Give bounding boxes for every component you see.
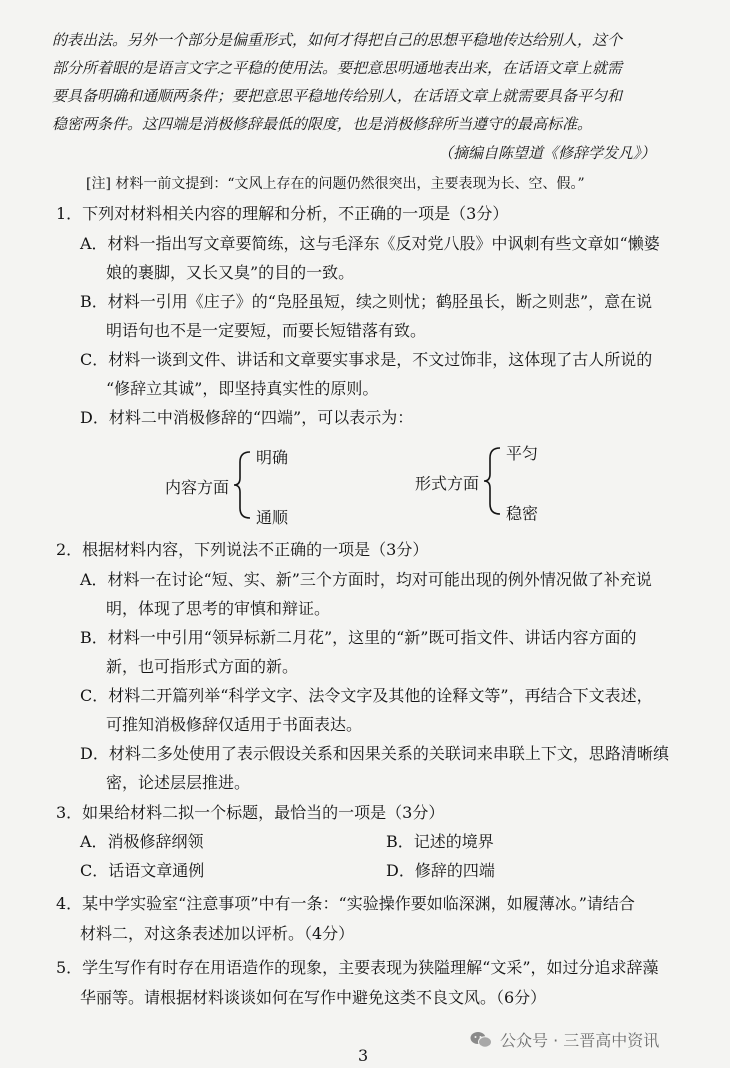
q1-option-b: B．材料一引用《庄子》的“凫胫虽短，续之则忧；鹤胫虽长，断之则悲”，意在说 xyxy=(80,292,653,311)
q5-line-1: 5．学生写作有时存在用语造作的现象，主要表现为狭隘理解“文采”，如过分追求辞藻 xyxy=(56,958,659,977)
q1-option-a-cont: 娘的裹脚，又长又臭”的目的一致。 xyxy=(106,263,355,282)
passage-line-2: 部分所着眼的是语言文字之平稳的使用法。要把意思明通地表出来，在话语文章上就需 xyxy=(52,59,623,77)
diagram-right-bottom: 稳密 xyxy=(506,504,539,523)
watermark-text: 公众号 · 三晋高中资讯 xyxy=(500,1031,660,1050)
q4-line-2: 材料二，对这条表述加以评析。（4分） xyxy=(80,924,355,943)
q3-option-b: B．记述的境界 xyxy=(386,832,494,851)
q3-option-d: D．修辞的四端 xyxy=(386,861,495,880)
diagram-left-label: 内容方面 xyxy=(165,478,230,497)
q1-option-b-cont: 明语句也不是一定要短，而要长短错落有致。 xyxy=(106,321,427,340)
q2-option-d-cont: 密，论述层层推进。 xyxy=(106,773,251,792)
right-brace xyxy=(482,446,504,516)
q2-option-c: C．材料二开篇列举“科学文字、法令文字及其他的诠释文等”，再结合下文表述， xyxy=(80,686,653,705)
q3-stem: 3．如果给材料二拟一个标题，最恰当的一项是（3分） xyxy=(56,803,445,822)
q1-option-d: D．材料二中消极修辞的“四端”，可以表示为： xyxy=(80,408,414,427)
q2-option-b-cont: 新，也可指形式方面的新。 xyxy=(106,657,299,676)
q2-option-a: A．材料一在讨论“短、实、新”三个方面时，均对可能出现的例外情况做了补充说 xyxy=(80,570,652,589)
left-brace xyxy=(232,450,254,520)
passage-line-3: 要具备明确和通顺两条件；要把意思平稳地传给别人，在话语文章上就需要具备平匀和 xyxy=(52,87,623,105)
q1-stem: 1．下列对材料相关内容的理解和分析，不正确的一项是（3分） xyxy=(56,204,509,223)
q5-line-2: 华丽等。请根据材料谈谈如何在写作中避免这类不良文风。（6分） xyxy=(80,988,547,1007)
diagram-left-bottom: 通顺 xyxy=(256,508,289,527)
watermark xyxy=(470,1028,659,1051)
diagram-left-top: 明确 xyxy=(256,448,289,467)
q1-option-a: A．材料一指出写文章要简练，这与毛泽东《反对党八股》中讽刺有些文章如“懒婆 xyxy=(80,234,660,253)
q2-option-c-cont: 可推知消极修辞仅适用于书面表达。 xyxy=(106,715,363,734)
wechat-icon xyxy=(470,1031,492,1049)
q1-option-c: C．材料一谈到文件、讲话和文章要实事求是，不文过饰非，这体现了古人所说的 xyxy=(80,350,653,369)
q2-option-d: D．材料二多处使用了表示假设关系和因果关系的关联词来串联上下文，思路清晰缜 xyxy=(80,744,669,763)
passage-source: （摘编自陈望道《修辞学发凡》） xyxy=(438,144,656,162)
q3-option-c: C．话语文章通例 xyxy=(80,861,205,880)
q2-option-b: B．材料一中引用“领异标新二月花”，这里的“新”既可指文件、讲话内容方面的 xyxy=(80,628,637,647)
passage-line-1: 的表出法。另外一个部分是偏重形式，如何才得把自己的思想平稳地传达给别人，这个 xyxy=(52,31,623,49)
diagram-right-label: 形式方面 xyxy=(415,474,480,493)
q1-option-c-cont: “修辞立其诚”，即坚持真实性的原则。 xyxy=(106,379,379,398)
diagram-right-top: 平匀 xyxy=(506,444,539,463)
q2-option-a-cont: 明，体现了思考的审慎和辩证。 xyxy=(106,599,331,618)
passage-line-4: 稳密两条件。这四端是消极修辞最低的限度，也是消极修辞所当遵守的最高标准。 xyxy=(52,115,593,133)
q4-line-1: 4．某中学实验室“注意事项”中有一条：“实验操作要如临深渊，如履薄冰。”请结合 xyxy=(56,894,635,913)
q3-option-a: A．消极修辞纲领 xyxy=(80,832,204,851)
passage-note: [注] 材料一前文提到：“文风上存在的问题仍然很突出，主要表现为长、空、假。” xyxy=(86,176,585,192)
page-number: 3 xyxy=(358,1046,369,1065)
q2-stem: 2．根据材料内容，下列说法不正确的一项是（3分） xyxy=(56,540,429,559)
